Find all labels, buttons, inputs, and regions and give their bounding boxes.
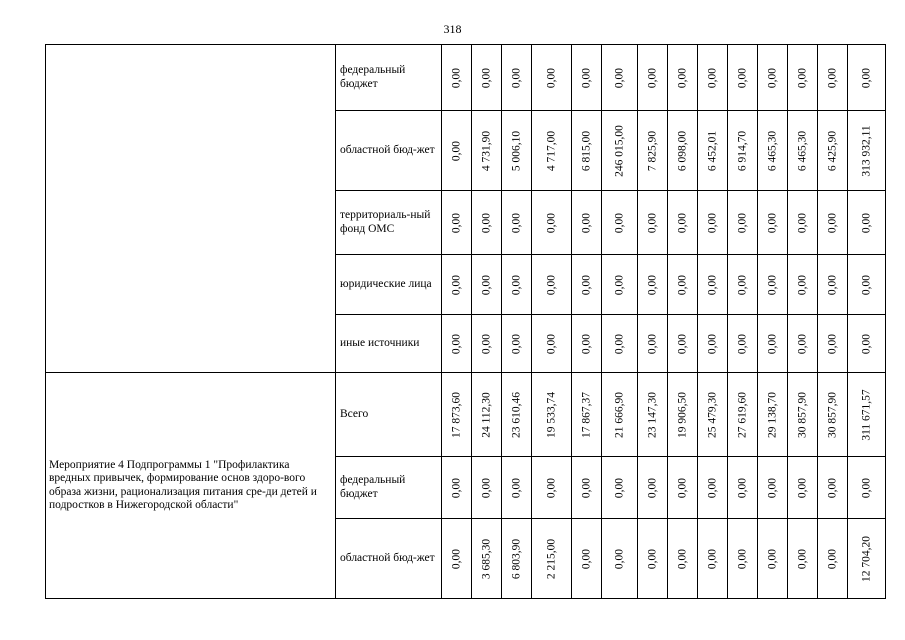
value-cell: 0,00 [572, 191, 602, 255]
value-cell: 24 112,30 [472, 373, 502, 457]
value-cell: 0,00 [818, 519, 848, 599]
value-cell: 0,00 [532, 255, 572, 315]
value-cell: 0,00 [572, 45, 602, 111]
value-cell: 0,00 [638, 255, 668, 315]
value-cell: 30 857,90 [788, 373, 818, 457]
value-cell: 0,00 [788, 519, 818, 599]
value-cell: 0,00 [698, 519, 728, 599]
value-cell: 25 479,30 [698, 373, 728, 457]
value-cell: 6 425,90 [818, 111, 848, 191]
value-cell: 12 704,20 [848, 519, 886, 599]
value-cell: 0,00 [442, 45, 472, 111]
value-cell: 0,00 [668, 315, 698, 373]
funding-source-cell: областной бюд-жет [336, 111, 442, 191]
value-cell: 0,00 [698, 255, 728, 315]
funding-source-cell: иные источники [336, 315, 442, 373]
value-cell: 0,00 [818, 457, 848, 519]
value-cell: 27 619,60 [728, 373, 758, 457]
value-cell: 246 015,00 [602, 111, 638, 191]
value-cell: 0,00 [668, 255, 698, 315]
value-cell: 0,00 [638, 457, 668, 519]
value-cell: 0,00 [442, 255, 472, 315]
value-cell: 19 533,74 [532, 373, 572, 457]
value-cell: 23 147,30 [638, 373, 668, 457]
funding-source-cell: федеральный бюджет [336, 457, 442, 519]
value-cell: 0,00 [668, 457, 698, 519]
table-row [46, 373, 886, 457]
value-cell: 0,00 [602, 519, 638, 599]
value-cell: 0,00 [788, 315, 818, 373]
value-cell: 0,00 [572, 519, 602, 599]
value-cell: 0,00 [638, 519, 668, 599]
value-cell: 0,00 [818, 191, 848, 255]
value-cell: 0,00 [602, 191, 638, 255]
value-cell: 4 717,00 [532, 111, 572, 191]
value-cell: 313 932,11 [848, 111, 886, 191]
value-cell: 0,00 [638, 45, 668, 111]
value-cell: 0,00 [572, 255, 602, 315]
value-cell: 0,00 [818, 315, 848, 373]
value-cell: 0,00 [602, 457, 638, 519]
table-row [46, 45, 886, 111]
value-cell: 311 671,57 [848, 373, 886, 457]
value-cell: 6 914,70 [728, 111, 758, 191]
funding-source-cell: областной бюд-жет [336, 519, 442, 599]
value-cell: 0,00 [502, 457, 532, 519]
value-cell: 0,00 [698, 315, 728, 373]
value-cell: 0,00 [472, 45, 502, 111]
value-cell: 17 873,60 [442, 373, 472, 457]
value-cell: 0,00 [532, 45, 572, 111]
value-cell: 0,00 [758, 255, 788, 315]
value-cell: 19 906,50 [668, 373, 698, 457]
value-cell: 17 867,37 [572, 373, 602, 457]
budget-table [45, 44, 886, 599]
empty-description-cell [46, 45, 336, 373]
value-cell: 0,00 [698, 191, 728, 255]
value-cell: 0,00 [502, 191, 532, 255]
value-cell: 21 666,90 [602, 373, 638, 457]
value-cell: 0,00 [472, 255, 502, 315]
value-cell: 0,00 [638, 191, 668, 255]
value-cell: 0,00 [502, 45, 532, 111]
value-cell: 0,00 [442, 315, 472, 373]
value-cell: 0,00 [728, 191, 758, 255]
value-cell: 0,00 [788, 45, 818, 111]
value-cell: 0,00 [788, 457, 818, 519]
value-cell: 6 452,01 [698, 111, 728, 191]
value-cell: 0,00 [728, 457, 758, 519]
measure-description-cell: Мероприятие 4 Подпрограммы 1 "Профилактика вредных привычек, формирование основ здоро-вого образа жизни, рационализация питания сре-ди детей и подростков в Нижегородской области" [46, 373, 336, 599]
value-cell: 0,00 [698, 457, 728, 519]
value-cell: 0,00 [818, 45, 848, 111]
value-cell: 0,00 [668, 45, 698, 111]
value-cell: 30 857,90 [818, 373, 848, 457]
value-cell: 0,00 [668, 519, 698, 599]
value-cell: 0,00 [442, 457, 472, 519]
value-cell: 0,00 [758, 191, 788, 255]
value-cell: 0,00 [758, 315, 788, 373]
value-cell: 0,00 [848, 45, 886, 111]
value-cell: 7 825,90 [638, 111, 668, 191]
value-cell: 0,00 [638, 315, 668, 373]
value-cell: 0,00 [572, 457, 602, 519]
value-cell: 0,00 [532, 457, 572, 519]
value-cell: 6 098,00 [668, 111, 698, 191]
value-cell: 0,00 [472, 457, 502, 519]
value-cell: 0,00 [698, 45, 728, 111]
value-cell: 29 138,70 [758, 373, 788, 457]
value-cell: 0,00 [848, 315, 886, 373]
value-cell: 0,00 [442, 111, 472, 191]
value-cell: 0,00 [788, 191, 818, 255]
value-cell: 0,00 [758, 519, 788, 599]
value-cell: 0,00 [848, 255, 886, 315]
value-cell: 0,00 [728, 45, 758, 111]
value-cell: 0,00 [442, 191, 472, 255]
value-cell: 0,00 [502, 255, 532, 315]
value-cell: 0,00 [728, 519, 758, 599]
value-cell: 6 465,30 [758, 111, 788, 191]
value-cell: 4 731,90 [472, 111, 502, 191]
value-cell: 0,00 [848, 457, 886, 519]
value-cell: 0,00 [602, 45, 638, 111]
value-cell: 0,00 [502, 315, 532, 373]
value-cell: 3 685,30 [472, 519, 502, 599]
value-cell: 2 215,00 [532, 519, 572, 599]
value-cell: 0,00 [472, 315, 502, 373]
value-cell: 0,00 [602, 255, 638, 315]
value-cell: 0,00 [472, 191, 502, 255]
funding-source-cell: юридические лица [336, 255, 442, 315]
value-cell: 0,00 [758, 457, 788, 519]
value-cell: 0,00 [788, 255, 818, 315]
value-cell: 0,00 [668, 191, 698, 255]
value-cell: 0,00 [848, 191, 886, 255]
value-cell: 0,00 [602, 315, 638, 373]
value-cell: 0,00 [758, 45, 788, 111]
funding-source-cell: федеральный бюджет [336, 45, 442, 111]
value-cell: 6 803,90 [502, 519, 532, 599]
funding-source-cell: территориаль-ный фонд ОМС [336, 191, 442, 255]
value-cell: 0,00 [532, 191, 572, 255]
page-number: 318 [443, 22, 462, 36]
value-cell: 0,00 [818, 255, 848, 315]
value-cell: 0,00 [532, 315, 572, 373]
value-cell: 5 006,10 [502, 111, 532, 191]
value-cell: 6 465,30 [788, 111, 818, 191]
value-cell: 0,00 [728, 255, 758, 315]
value-cell: 0,00 [728, 315, 758, 373]
value-cell: 6 815,00 [572, 111, 602, 191]
value-cell: 0,00 [442, 519, 472, 599]
value-cell: 23 610,46 [502, 373, 532, 457]
funding-source-cell: Всего [336, 373, 442, 457]
value-cell: 0,00 [572, 315, 602, 373]
